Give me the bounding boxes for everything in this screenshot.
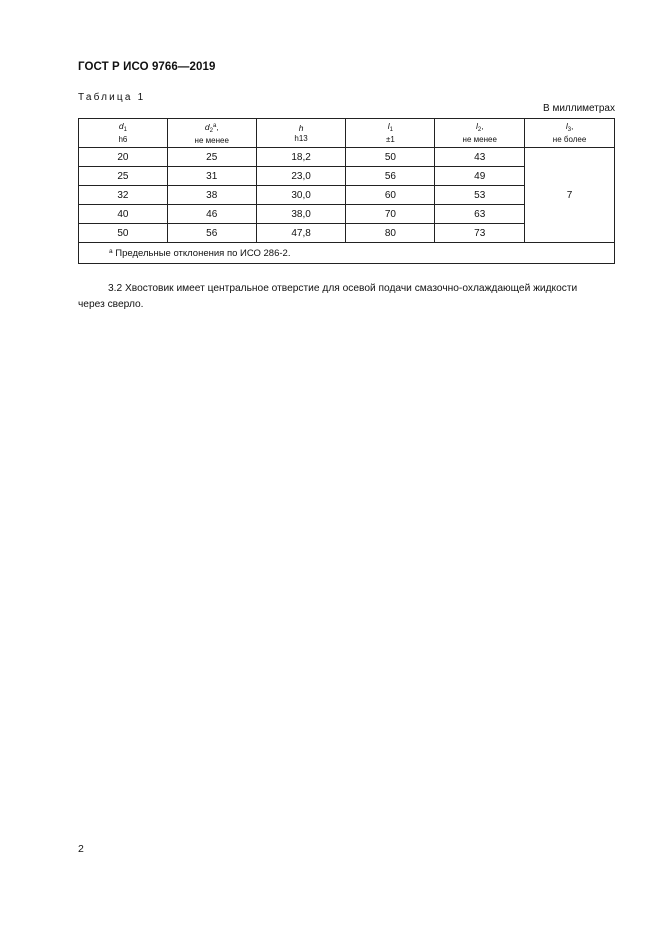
table-cell: 25 bbox=[79, 167, 168, 186]
table-cell: 43 bbox=[435, 148, 525, 167]
document-code: ГОСТ Р ИСО 9766—2019 bbox=[78, 61, 216, 73]
merged-l3-cell: 7 bbox=[525, 148, 615, 243]
table-cell: 80 bbox=[346, 224, 435, 243]
table-cell: 20 bbox=[79, 148, 168, 167]
table-caption: Таблица 1 bbox=[78, 92, 146, 103]
table-cell: 56 bbox=[346, 167, 435, 186]
column-header-l2: $l_2$, не менее bbox=[435, 119, 525, 148]
table-cell: 60 bbox=[346, 186, 435, 205]
column-header-l1: $l_1$ ±1 bbox=[346, 119, 435, 148]
column-header-d2: $d_2^a$, не менее bbox=[167, 119, 256, 148]
footnote-mark: a bbox=[109, 247, 113, 255]
table-cell: 70 bbox=[346, 205, 435, 224]
table-cell: 40 bbox=[79, 205, 168, 224]
clause-3-2-paragraph bbox=[78, 281, 615, 313]
table-cell: 38,0 bbox=[256, 205, 346, 224]
table-cell: 73 bbox=[435, 224, 525, 243]
footnote-text: Предельные отклонения по ИСО 286-2. bbox=[112, 247, 291, 259]
table-cell: 47,8 bbox=[256, 224, 346, 243]
table-header-row bbox=[79, 119, 615, 148]
column-header-h: h h13 bbox=[256, 119, 346, 148]
paragraph-first-line: 3.2 Хвостовик имеет центральное отверстие для осевой подачи смазочно-охлаждающей жидкости bbox=[108, 283, 578, 294]
column-header-d1: $d_1$ h6 bbox=[79, 119, 168, 148]
table-cell: 46 bbox=[167, 205, 256, 224]
table-cell: 18,2 bbox=[256, 148, 346, 167]
units-label: В миллиметрах bbox=[543, 103, 615, 114]
table-cell: 30,0 bbox=[256, 186, 346, 205]
column-header-l3: $l_3$, не более bbox=[525, 119, 615, 148]
paragraph-continuation: через сверло. bbox=[78, 299, 144, 310]
table-cell: 23,0 bbox=[256, 167, 346, 186]
table-cell: 32 bbox=[79, 186, 168, 205]
dimensions-table bbox=[78, 118, 615, 264]
table-cell: 25 bbox=[167, 148, 256, 167]
table-row bbox=[79, 148, 615, 167]
table-cell: 50 bbox=[79, 224, 168, 243]
table-cell: 63 bbox=[435, 205, 525, 224]
table-cell: 49 bbox=[435, 167, 525, 186]
table-cell: 50 bbox=[346, 148, 435, 167]
table-cell: 56 bbox=[167, 224, 256, 243]
table-cell: 38 bbox=[167, 186, 256, 205]
table-footnote-row bbox=[79, 243, 615, 264]
table-cell: 53 bbox=[435, 186, 525, 205]
table-cell: 31 bbox=[167, 167, 256, 186]
page-number: 2 bbox=[78, 843, 84, 855]
table-footnote bbox=[79, 243, 615, 264]
